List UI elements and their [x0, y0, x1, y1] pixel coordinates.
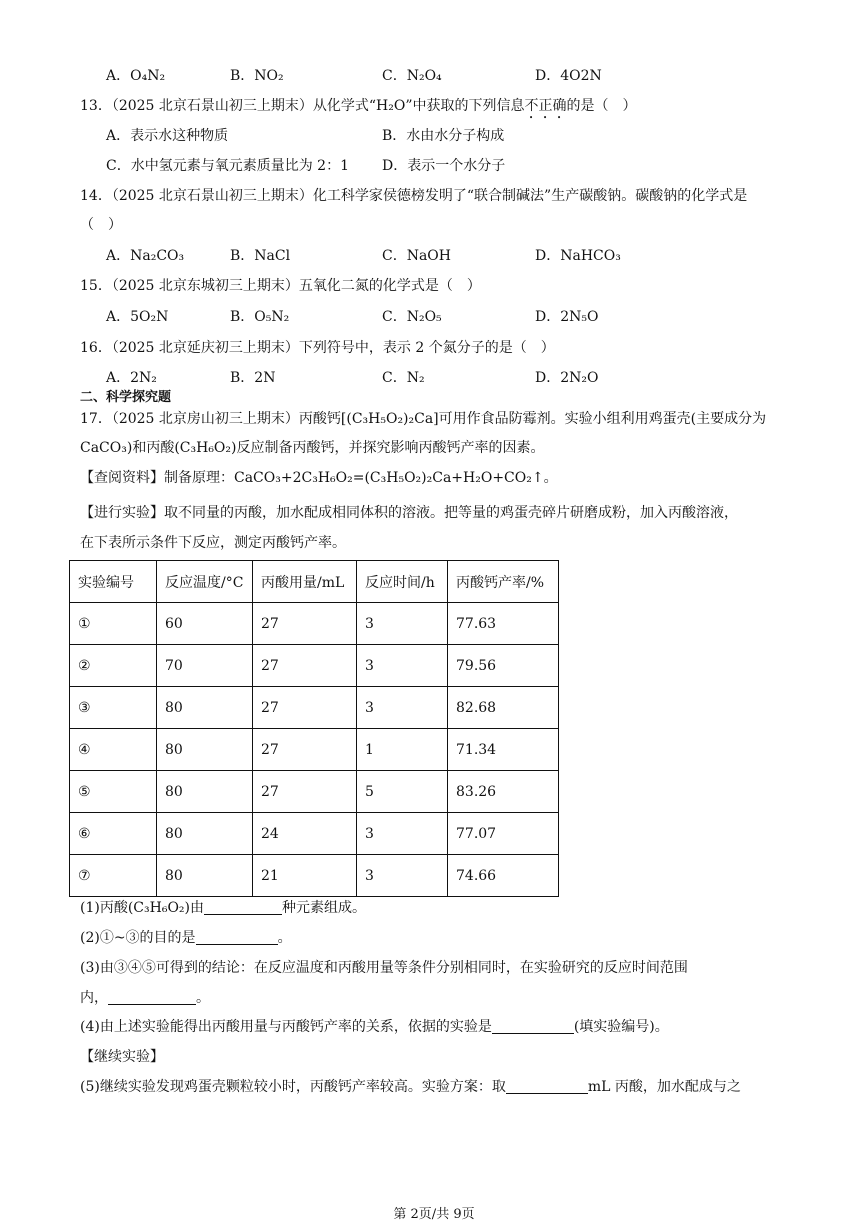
table-cell: ② [70, 645, 157, 687]
subquestion-5 [80, 1077, 741, 1097]
option-d: D．NaHCO₃ [535, 248, 621, 264]
option-b: B．NaCl [230, 248, 291, 264]
table-row [70, 813, 559, 855]
table-cell: 24 [253, 813, 357, 855]
sub2-text-a: (2)①~③的目的是 [80, 930, 196, 946]
table-cell: 27 [253, 603, 357, 645]
experiment-table [69, 560, 559, 897]
table-cell: 3 [357, 645, 448, 687]
continue-heading: 【继续实验】 [80, 1049, 164, 1065]
option-d: D．2N₂O [535, 370, 599, 386]
table-cell: 80 [157, 729, 253, 771]
table-cell: 5 [357, 771, 448, 813]
header-cell: 丙酸钙产率/% [448, 561, 559, 603]
table-row [70, 687, 559, 729]
table-cell: 80 [157, 771, 253, 813]
table-body [70, 603, 559, 897]
table-cell: 60 [157, 603, 253, 645]
table-cell: ⑥ [70, 813, 157, 855]
subquestion-2 [80, 928, 292, 948]
header-cell: 实验编号 [70, 561, 157, 603]
experiment-label: 【进行实验】 [80, 505, 164, 521]
option-d: D．2N₅O [535, 309, 599, 325]
header-cell: 反应温度/°C [157, 561, 253, 603]
table-cell: 3 [357, 687, 448, 729]
table-row [70, 729, 559, 771]
answer-blank-5[interactable] [506, 1077, 588, 1094]
table-cell: 83.26 [448, 771, 559, 813]
answer-blank-4[interactable] [492, 1017, 574, 1034]
table-cell: 1 [357, 729, 448, 771]
subquestion-1 [80, 898, 366, 918]
header-cell: 丙酸用量/mL [253, 561, 357, 603]
table-cell: 27 [253, 771, 357, 813]
option-a: A．5O₂N [106, 309, 169, 325]
table-cell: 82.68 [448, 687, 559, 729]
option-a: A．2N₂ [106, 370, 157, 386]
q13-prefix: 13．（2025 北京石景山初三上期末）从化学式“H₂O”中获取的下列信息 [80, 98, 525, 114]
sub5-text-a: (5)继续实验发现鸡蛋壳颗粒较小时，丙酸钙产率较高。实验方案：取 [80, 1079, 506, 1095]
option-c: C．NaOH [382, 248, 451, 264]
option-c: C．N₂ [382, 370, 425, 386]
option-a: A．Na₂CO₃ [106, 248, 185, 264]
table-cell: 27 [253, 687, 357, 729]
option-a: A．表示水这种物质 [106, 128, 229, 144]
table-cell: 21 [253, 855, 357, 897]
table-cell: 70 [157, 645, 253, 687]
table-cell: 71.34 [448, 729, 559, 771]
table-cell: ④ [70, 729, 157, 771]
option-c: C．N₂O₄ [382, 68, 442, 84]
option-d: D．表示一个水分子 [382, 158, 506, 174]
subquestion-3: (3)由③④⑤可得到的结论：在反应温度和丙酸用量等条件分别相同时，在实验研究的反应时间范围 [80, 960, 688, 976]
table-cell: 74.66 [448, 855, 559, 897]
experiment-paragraph [80, 503, 738, 523]
table-cell: ⑤ [70, 771, 157, 813]
header-cell: 反应时间/h [357, 561, 448, 603]
question-16-stem: 16．（2025 北京延庆初三上期末）下列符号中，表示 2 个氮分子的是（ ） [80, 340, 555, 356]
question-17-stem-2: CaCO₃)和丙酸(C₃H₆O₂)反应制备丙酸钙，并探究影响丙酸钙产率的因素。 [80, 440, 545, 456]
table-cell: 80 [157, 813, 253, 855]
table-cell: 3 [357, 855, 448, 897]
table-cell: 27 [253, 645, 357, 687]
experiment-paragraph-2: 在下表所示条件下反应，测定丙酸钙产率。 [80, 535, 346, 551]
subquestion-4 [80, 1017, 669, 1037]
sub3-text-b: 。 [196, 990, 210, 1006]
table-cell: 77.07 [448, 813, 559, 855]
sub2-text-b: 。 [277, 930, 292, 946]
experiment-text: 取不同量的丙酸，加水配成相同体积的溶液。把等量的鸡蛋壳碎片研磨成粉，加入丙酸溶液， [164, 505, 738, 521]
option-c: C．N₂O₅ [382, 309, 442, 325]
option-c: C．水中氢元素与氧元素质量比为 2：1 [106, 158, 349, 174]
table-row [70, 855, 559, 897]
table-cell: 3 [357, 813, 448, 855]
table-header-row [70, 561, 559, 603]
table-cell: 80 [157, 687, 253, 729]
sub1-text-a: (1)丙酸(C₃H₆O₂)由 [80, 900, 204, 916]
question-17-stem: 17．（2025 北京房山初三上期末）丙酸钙[(C₃H₅O₂)₂Ca]可用作食品防霉剂。实验小组利用鸡蛋壳(主要成分为 [80, 411, 767, 427]
table-row [70, 645, 559, 687]
table-row [70, 771, 559, 813]
section-heading: 二、科学探究题 [80, 390, 172, 405]
page-number: 第 2页/共 9页 [393, 1207, 475, 1222]
question-14-bracket: （ ） [80, 217, 122, 233]
info-label: 【查阅资料】 [80, 470, 164, 486]
sub3-text-a: 内， [80, 990, 108, 1006]
answer-blank-3[interactable] [108, 988, 196, 1005]
sub4-text-a: (4)由上述实验能得出丙酸用量与丙酸钙产率的关系，依据的实验是 [80, 1019, 492, 1035]
option-b: B．2N [230, 370, 276, 386]
option-b: B．NO₂ [230, 68, 284, 84]
table-cell: 27 [253, 729, 357, 771]
table-cell: ⑦ [70, 855, 157, 897]
reaction-equation: 制备原理：CaCO₃+2C₃H₆O₂=(C₃H₅O₂)₂Ca+H₂O+CO₂↑。 [164, 470, 558, 486]
option-a: A．O₄N₂ [106, 68, 166, 84]
table-cell: 80 [157, 855, 253, 897]
table-cell: ① [70, 603, 157, 645]
table-row [70, 603, 559, 645]
sub5-text-b: mL 丙酸，加水配成与之 [587, 1079, 741, 1095]
info-paragraph [80, 468, 558, 488]
table-cell: ③ [70, 687, 157, 729]
sub4-text-b: (填实验编号)。 [573, 1019, 669, 1035]
q13-emphasis: 不正确 [524, 98, 567, 114]
option-b: B．水由水分子构成 [382, 128, 505, 144]
question-14-stem: 14．（2025 北京石景山初三上期末）化工科学家侯德榜发明了“联合制碱法”生产碳酸钠。碳酸钠的化学式是 [80, 188, 748, 204]
sub1-text-b: 种元素组成。 [282, 900, 366, 916]
question-13-stem [80, 96, 637, 122]
table-cell: 79.56 [448, 645, 559, 687]
q13-suffix: 的是（ ） [566, 98, 637, 114]
option-b: B．O₅N₂ [230, 309, 290, 325]
table-cell: 3 [357, 603, 448, 645]
answer-blank-2[interactable] [196, 928, 278, 945]
option-d: D．4O2N [535, 68, 602, 84]
subquestion-3-cont [80, 988, 210, 1008]
table-cell: 77.63 [448, 603, 559, 645]
question-15-stem: 15．（2025 北京东城初三上期末）五氧化二氮的化学式是（ ） [80, 278, 481, 294]
answer-blank-1[interactable] [204, 898, 282, 915]
